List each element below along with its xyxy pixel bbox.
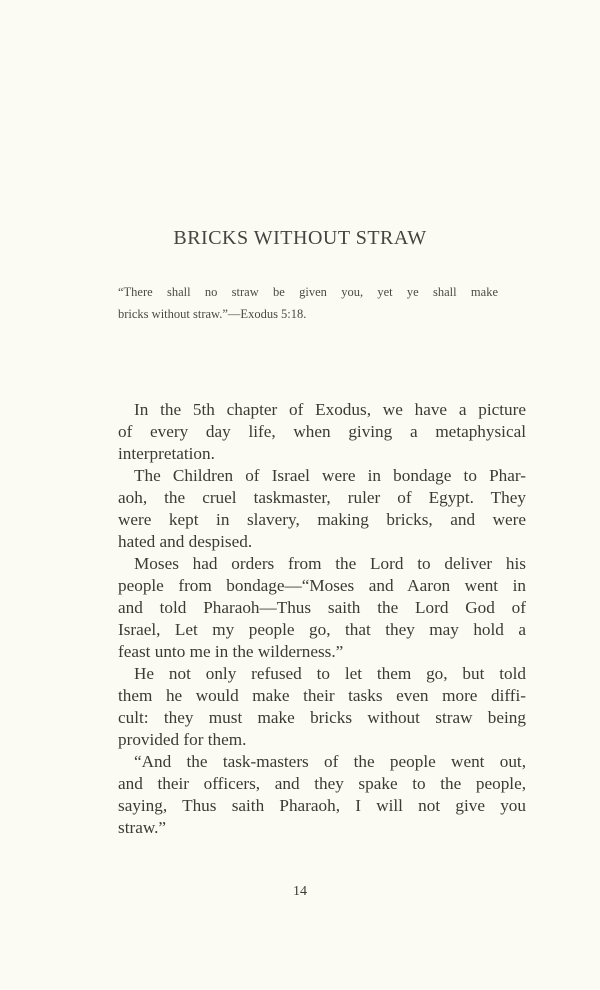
text-line: aoh, the cruel taskmaster, ruler of Egypt. They [118, 488, 526, 507]
text-line: and told Pharaoh—Thus saith the Lord God of [118, 598, 526, 617]
epigraph [118, 283, 498, 327]
text-line: Israel, Let my people go, that they may hold a [118, 620, 526, 639]
text-line: feast unto me in the wilderness.” [118, 642, 344, 661]
text-line: cult: they must make bricks without straw being [118, 708, 526, 727]
text-line: and their officers, and they spake to the people, [118, 774, 526, 793]
text-line: Moses had orders from the Lord to deliver his [134, 554, 526, 573]
page-number: 14 [293, 884, 307, 899]
text-line: straw.” [118, 818, 167, 837]
text-line: them he would make their tasks even more diffi- [118, 686, 526, 705]
body-text [118, 399, 526, 839]
text-line: hated and despised. [118, 532, 253, 551]
text-line: people from bondage—“Moses and Aaron went in [118, 576, 526, 595]
text-line: “And the task-masters of the people went out, [134, 752, 526, 771]
text-line: of every day life, when giving a metaphysical [118, 422, 526, 441]
epigraph-line: bricks without straw.”—Exodus 5:18. [118, 307, 307, 321]
text-line: In the 5th chapter of Exodus, we have a picture [134, 400, 526, 419]
chapter-title: BRICKS WITHOUT STRAW [173, 227, 427, 249]
text-line: He not only refused to let them go, but told [134, 664, 526, 683]
text-line: interpretation. [118, 444, 215, 463]
text-line: provided for them. [118, 730, 247, 749]
epigraph-line: “There shall no straw be given you, yet ye shall make [118, 285, 498, 299]
text-line: were kept in slavery, making bricks, and were [118, 510, 526, 529]
text-line: The Children of Israel were in bondage to Phar- [134, 466, 526, 485]
text-line: saying, Thus saith Pharaoh, I will not give you [118, 796, 526, 815]
